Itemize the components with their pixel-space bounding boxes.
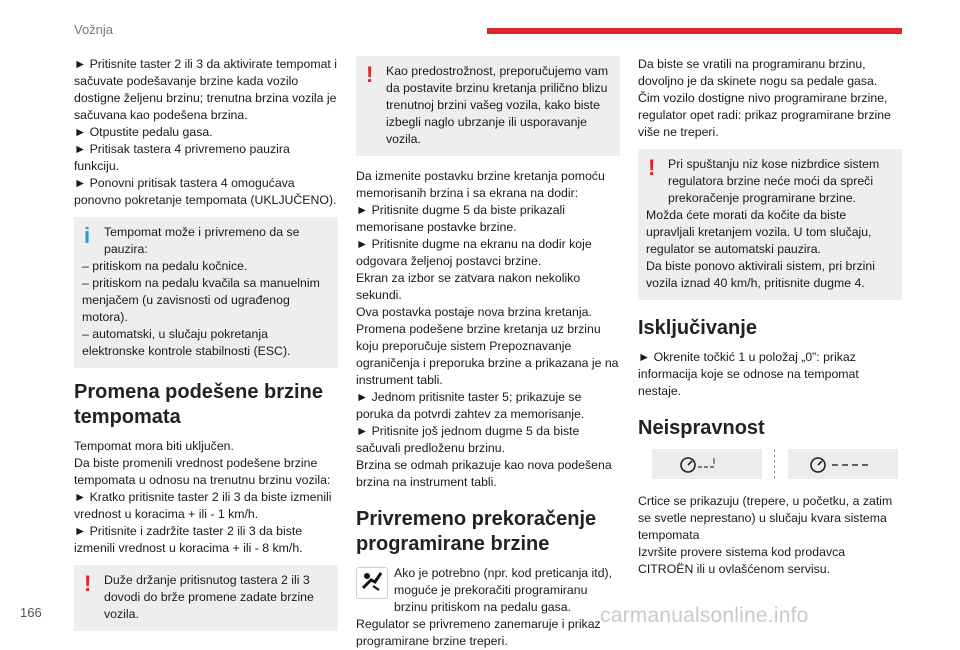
paragraph: Da biste se vratili na programiranu brzinu, dovoljno je da skinete nogu sa pedale gasa. Čim vozilo dostigne nivo programirane brzine, regulator opet radi: prikaz programirane brzine više ne treperi.: [638, 57, 891, 139]
section-heading: Promena podešene brzine tempomata: [74, 381, 323, 428]
info-box-line: – pritiskom na pedalu kvačila sa manuelnim menjačem (u zavisnosti od ugrađenog motora).: [82, 276, 320, 324]
warning-box: [74, 565, 338, 631]
paragraph: Da izmenite postavku brzine kretanja pomoću memorisanih brzina i sa ekrana na dodir:: [356, 169, 605, 200]
paragraph: Promena podešene brzine kretanja uz brzinu koju preporučuje sistem Prepoznavanje ograničenja i preporuka brzine a prikazana je na instrument tabli.: [356, 322, 619, 387]
paragraph: ► Okrenite točkić 1 u položaj „0”: prikaz informacija koje se odnose na tempomat nestaje.: [638, 350, 859, 398]
warning-text: Kao predostrožnost, preporučujemo vam da postavite brzinu kretanja prilično blizu trenutnoj brzini vašeg vozila, kako biste izbegli naglo ubrzanje ili usporavanje vozila.: [386, 64, 609, 146]
accelerator-pedal-icon: [356, 567, 388, 599]
warning-icon: !: [84, 571, 92, 596]
cruise-display-normal: [652, 449, 762, 479]
info-box: [74, 217, 338, 368]
paragraph: Ova postavka postaje nova brzina kretanja.: [356, 305, 592, 319]
section-heading: Privremeno prekoračenje programirane brzine: [356, 508, 597, 555]
paragraph: ► Otpustite pedalu gasa.: [74, 125, 213, 139]
section-heading: Neispravnost: [638, 417, 765, 439]
warning-box: [638, 149, 902, 300]
paragraph: Izvršite provere sistema kod prodavca CITROËN ili u ovlašćenom servisu.: [638, 545, 846, 576]
section-heading: Isključivanje: [638, 317, 757, 339]
warning-icon: !: [366, 62, 374, 87]
paragraph: ► Jednom pritisnite taster 5; prikazuje se poruka da potvrdi zahtev za memorisanje.: [356, 390, 585, 421]
paragraph: ► Kratko pritisnite taster 2 ili 3 da biste izmenili vrednost u koracima + ili - 1 km/h.: [74, 490, 332, 521]
paragraph: ► Pritisnite dugme na ekranu na dodir koje odgovara željenoj postavci brzine.: [356, 237, 592, 268]
divider: [774, 449, 776, 479]
fault-display-illustration: [652, 449, 902, 479]
cruise-control-icon: [798, 453, 888, 475]
info-icon: i: [84, 223, 91, 248]
paragraph: Ekran za izbor se zatvara nakon nekoliko sekundi.: [356, 271, 581, 302]
pedal-paragraph: [356, 565, 620, 616]
paragraph: ► Pritisnite još jednom dugme 5 da biste sačuvali predloženu brzinu.: [356, 424, 580, 455]
cruise-display-fault: [788, 449, 898, 479]
paragraph: Ako je potrebno (npr. kod preticanja itd), moguće je prekoračiti programiranu brzinu pritiskom na pedalu gasa.: [394, 566, 613, 614]
warning-text: Pri spuštanju niz kose nizbrdice sistem regulatora brzine neće moći da spreči prekoračenje programirane brzine.: [668, 157, 880, 205]
page-number: 166: [20, 605, 42, 620]
paragraph: Tempomat mora biti uključen.: [74, 439, 234, 453]
paragraph: ► Pritisnite dugme 5 da biste prikazali memorisane postavke brzine.: [356, 203, 566, 234]
info-box-line: Tempomat može i privremeno da se pauzira:: [104, 225, 300, 256]
column-2: [356, 56, 620, 650]
column-1: [74, 56, 338, 643]
paragraph: ► Pritisnite taster 2 ili 3 da aktivirate tempomat i sačuvate podešavanje brzine kada vozilo dostigne željenu brzinu; trenutna brzina vozila je sačuvana kao podešena brzina.: [74, 57, 337, 122]
paragraph: ► Pritisnite i zadržite taster 2 ili 3 da biste izmenili vrednost u koracima + ili - 8 km/h.: [74, 524, 303, 555]
section-color-bar: [487, 28, 902, 34]
paragraph: Regulator se privremeno zanemaruje i prikaz programirane brzine treperi.: [356, 617, 601, 648]
paragraph: Brzina se odmah prikazuje kao nova podešena brzina na instrument tabli.: [356, 458, 612, 489]
paragraph: Da biste promenili vrednost podešene brzine tempomata u odnosu na trenutnu brzinu vozila:: [74, 456, 331, 487]
warning-text: Da biste ponovo aktivirali sistem, pri brzini vozila iznad 40 km/h, pritisnite dugme 4.: [646, 259, 875, 290]
paragraph: Crtice se prikazuju (trepere, u početku, a zatim se svetle neprestano) u slučaju kvara sistema tempomata: [638, 494, 893, 542]
info-box-line: – automatski, u slučaju pokretanja elektronske kontrole stabilnosti (ESC).: [82, 327, 291, 358]
paragraph: ► Ponovni pritisak tastera 4 omogućava ponovno pokretanje tempomata (UKLJUČENO).: [74, 176, 337, 207]
cruise-control-icon: [662, 453, 752, 475]
warning-icon: !: [648, 155, 656, 180]
column-3: [638, 56, 902, 578]
warning-text: Možda ćete morati da kočite da biste upravljali kretanjem vozila. U tom slučaju, regulator se automatski pauzira.: [646, 208, 872, 256]
warning-text: Duže držanje pritisnutog tastera 2 ili 3 dovodi do brže promene zadate brzine vozila.: [104, 573, 314, 621]
warning-box: [356, 56, 620, 156]
section-header: Vožnja: [74, 22, 114, 37]
info-box-line: – pritiskom na pedalu kočnice.: [82, 259, 248, 273]
paragraph: ► Pritisak tastera 4 privremeno pauzira funkciju.: [74, 142, 290, 173]
watermark: carmanualsonline.info: [600, 604, 809, 627]
